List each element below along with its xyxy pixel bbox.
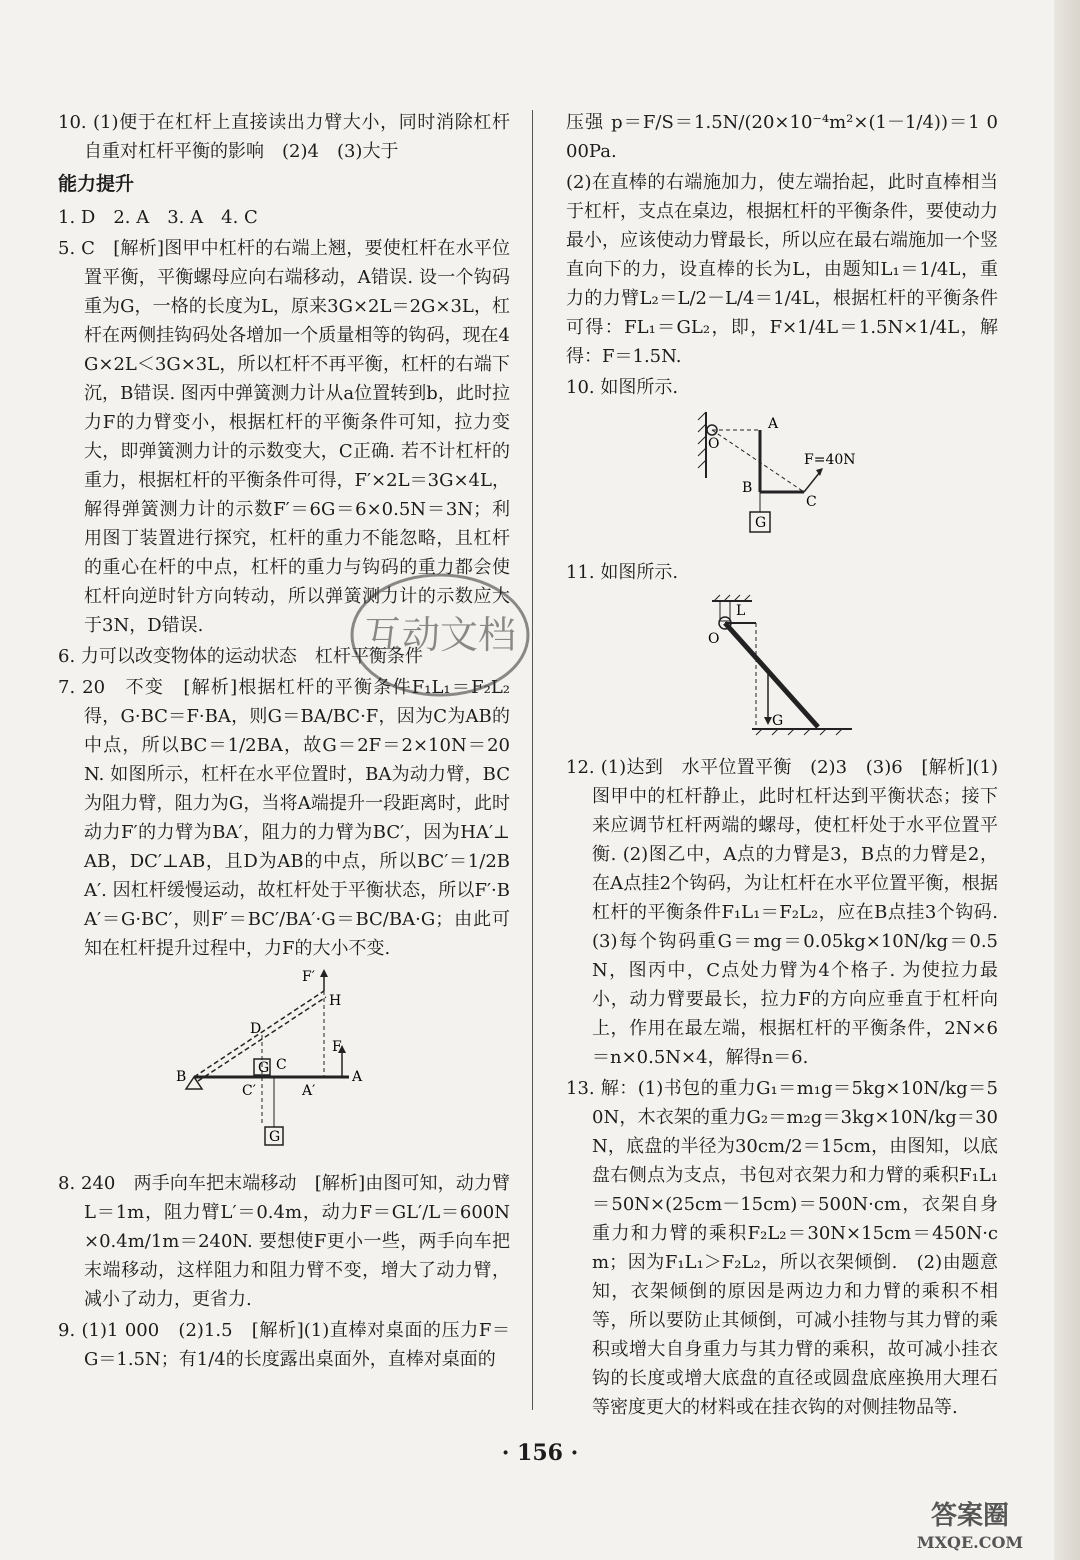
right-column xyxy=(566,108,1004,1424)
label-g-small: G xyxy=(258,1060,270,1076)
answer-q9-part2: (2)在直棒的右端施加力，使左端抬起，此时直棒相当于杠杆，支点在桌边，根据杠杆的平衡条件，要使动力最小，应该使动力臂最长，所以应在最右端施加一个竖直向下的力，设直棒的长为L，由题知L₁＝1/4L，重力的力臂L₂＝L/2－L/4＝1/4L，根据杠杆的平衡条件可得：FL₁＝GL₂，即，F×1/4L＝1.5N×1/4L，解得：F＝1.5N. xyxy=(566,172,998,367)
rod-diagram-q11 xyxy=(692,593,872,743)
answer-q5: 5. C [解析]图甲中杠杆的右端上翘，要使杠杆在水平位置平衡，平衡螺母应向右端移动，A错误. 设一个钩码重为G，一格的长度为L，原来3G×2L＝2G×3L，杠杆在两侧挂钩码处各增加一个质量相等的钩码，现在4G×2L＜3G×3L，所以杠杆不再平衡，杠杆的右端下沉，B错误. 图丙中弹簧测力计从a位置转到b，此时拉力F的力臂变小，根据杠杆的平衡条件可知，拉力变大，即弹簧测力计的示数变大，C正确. 若不计杠杆的重力，根据杠杆的平衡条件可得，F′×2L＝3G×4L，解得弹簧测力计的示数F′＝6G＝6×0.5N＝3N；利用图丁装置进行探究，杠杆的重力不能忽略，且杠杆的重心在杆的中点，杠杆的重力与钩码的重力都会使杠杆向逆时针方向转动，所以弹簧测力计的示数应大于3N，D错误. xyxy=(58,238,510,636)
answers-1-4: 1. D 2. A 3. A 4. C xyxy=(58,207,258,228)
label-a: A xyxy=(768,416,779,432)
answer-q12: 12. (1)达到 水平位置平衡 (2)3 (3)6 [解析](1)图甲中的杠杆静止，此时杠杆达到平衡状态；接下来应调节杠杆两端的螺母，使杠杆处于水平位置平衡. (2)图乙中，A点的力臂是3，B点的力臂是2，在A点挂2个钩码，为让杠杆在水平位置平衡，根据杠杆的平衡条件F₁L₁＝F₂L₂，应在B点挂3个钩码. (3)每个钩码重G＝mg＝0.05kg×10N/kg＝0.5N，图丙中，C点处力臂为4个格子. 为使拉力最小，动力臂要最长，拉力F的方向应垂直于杠杆向上，作用在最左端，根据杠杆的平衡条件，2N×6＝n×0.5N×4，解得n＝6. xyxy=(566,757,1004,1068)
answer-q7: 7. 20 不变 [解析]根据杠杆的平衡条件F₁L₁＝F₂L₂得，G·BC＝F·BA，则G＝BA/BC·F，因为C为AB的中点，所以BC＝1/2BA，故G＝2F＝2×10N＝20N. 如图所示，杠杆在水平位置时，BA为动力臂，BC为阻力臂，阻力为G，当将A端提升一段距离时，此时动力F′的力臂为BA′，阻力的力臂为BC′，因为HA′⊥AB，DC′⊥AB，且D为AB的中点，所以BC′＝1/2BA′. 因杠杆缓慢运动，故杠杆处于平衡状态，所以F′·BA′＝G·BC′，则F′＝BC′/BA′·G＝BC/BA·G；由此可知在杠杆提升过程中，力F的大小不变. xyxy=(58,677,510,959)
label-a: A xyxy=(352,1069,363,1085)
page-number: · 156 · xyxy=(501,1440,579,1466)
page-edge xyxy=(1054,0,1080,1560)
watermark-top: 答案圈 xyxy=(930,1501,1010,1531)
answer-q9-pressure: 压强 p＝F/S＝1.5N/(20×10⁻⁴m²×(1－1/4))＝1 000Pa. xyxy=(566,112,998,162)
label-b: B xyxy=(176,1069,187,1085)
watermark-bottom: MXQE.COM xyxy=(916,1533,1024,1552)
answer-q9: 9. (1)1 000 (2)1.5 [解析](1)直棒对桌面的压力F＝G＝1.5N；有1/4的长度露出桌面外，直棒对桌面的 xyxy=(58,1320,510,1370)
left-column xyxy=(58,108,510,1376)
label-a-prime: A′ xyxy=(302,1083,316,1099)
label-c: C xyxy=(806,494,817,510)
watermark-logo xyxy=(880,1494,1060,1554)
section-heading: 能力提升 xyxy=(58,173,135,195)
label-h: H xyxy=(329,993,342,1009)
label-force: F=40N xyxy=(804,452,856,468)
answer-q10: 10. (1)便于在杠杆上直接读出力臂大小，同时消除杠杆自重对杠杆平衡的影响 (2)4 (3)大于 xyxy=(58,112,510,162)
label-c-prime: C′ xyxy=(242,1083,256,1099)
label-d: D xyxy=(250,1021,262,1037)
answer-q8: 8. 240 两手向车把末端移动 [解析]由图可知，动力臂L＝1m，阻力臂L′＝0.4m，动力F＝GL′/L＝600N×0.4m/1m＝240N. 要想使F更小一些，两手向车把末端移动，这样阻力和阻力臂不变，增大了动力臂，减小了动力，更省力. xyxy=(58,1173,510,1310)
library-stamp xyxy=(340,560,540,710)
answer-q11: 11. 如图所示. xyxy=(566,562,679,583)
label-b: B xyxy=(742,480,753,496)
column-divider xyxy=(532,110,533,1410)
answer-q10-right: 10. 如图所示. xyxy=(566,377,679,398)
stamp-text: 互动文档 xyxy=(363,613,517,657)
label-o: O xyxy=(708,631,720,647)
label-g-weight: G xyxy=(269,1129,281,1145)
answer-q13: 13. 解：(1)书包的重力G₁＝m₁g＝5kg×10N/kg＝50N，木衣架的重力G₂＝m₂g＝3kg×10N/kg＝30N，底盘的半径为30cm/2＝15cm，由图知，以底盘右侧点为支点，书包对衣架力和力臂的乘积F₁L₁＝50N×(25cm－15cm)＝500N·cm，衣架自身重力和力臂的乘积F₂L₂＝30N×15cm＝450N·cm；因为F₁L₁＞F₂L₂，所以衣架倾倒. (2)由题意知，衣架倾倒的原因是两边力和力臂的乘积不相等，所以要防止其倾倒，可减小挂物与其力臂的乘积或增大自身重力与其力臂的乘积，故可减小挂衣钩的长度或增大底盘的直径或圆盘底座换用大理石等密度更大的材料或在挂衣钩的对侧挂物品等. xyxy=(566,1078,998,1418)
label-g: G xyxy=(772,713,784,729)
label-f: F xyxy=(332,1039,342,1055)
answer-q6: 6. 力可以改变物体的运动状态 杠杆平衡条件 xyxy=(58,646,423,667)
lever-diagram-q7 xyxy=(174,969,394,1159)
lever-diagram-q10 xyxy=(692,408,872,548)
label-c: C xyxy=(276,1057,287,1073)
label-o: O xyxy=(708,436,720,452)
label-l: L xyxy=(736,603,746,619)
label-f-prime: F′ xyxy=(302,969,315,985)
label-g: G xyxy=(755,515,767,531)
